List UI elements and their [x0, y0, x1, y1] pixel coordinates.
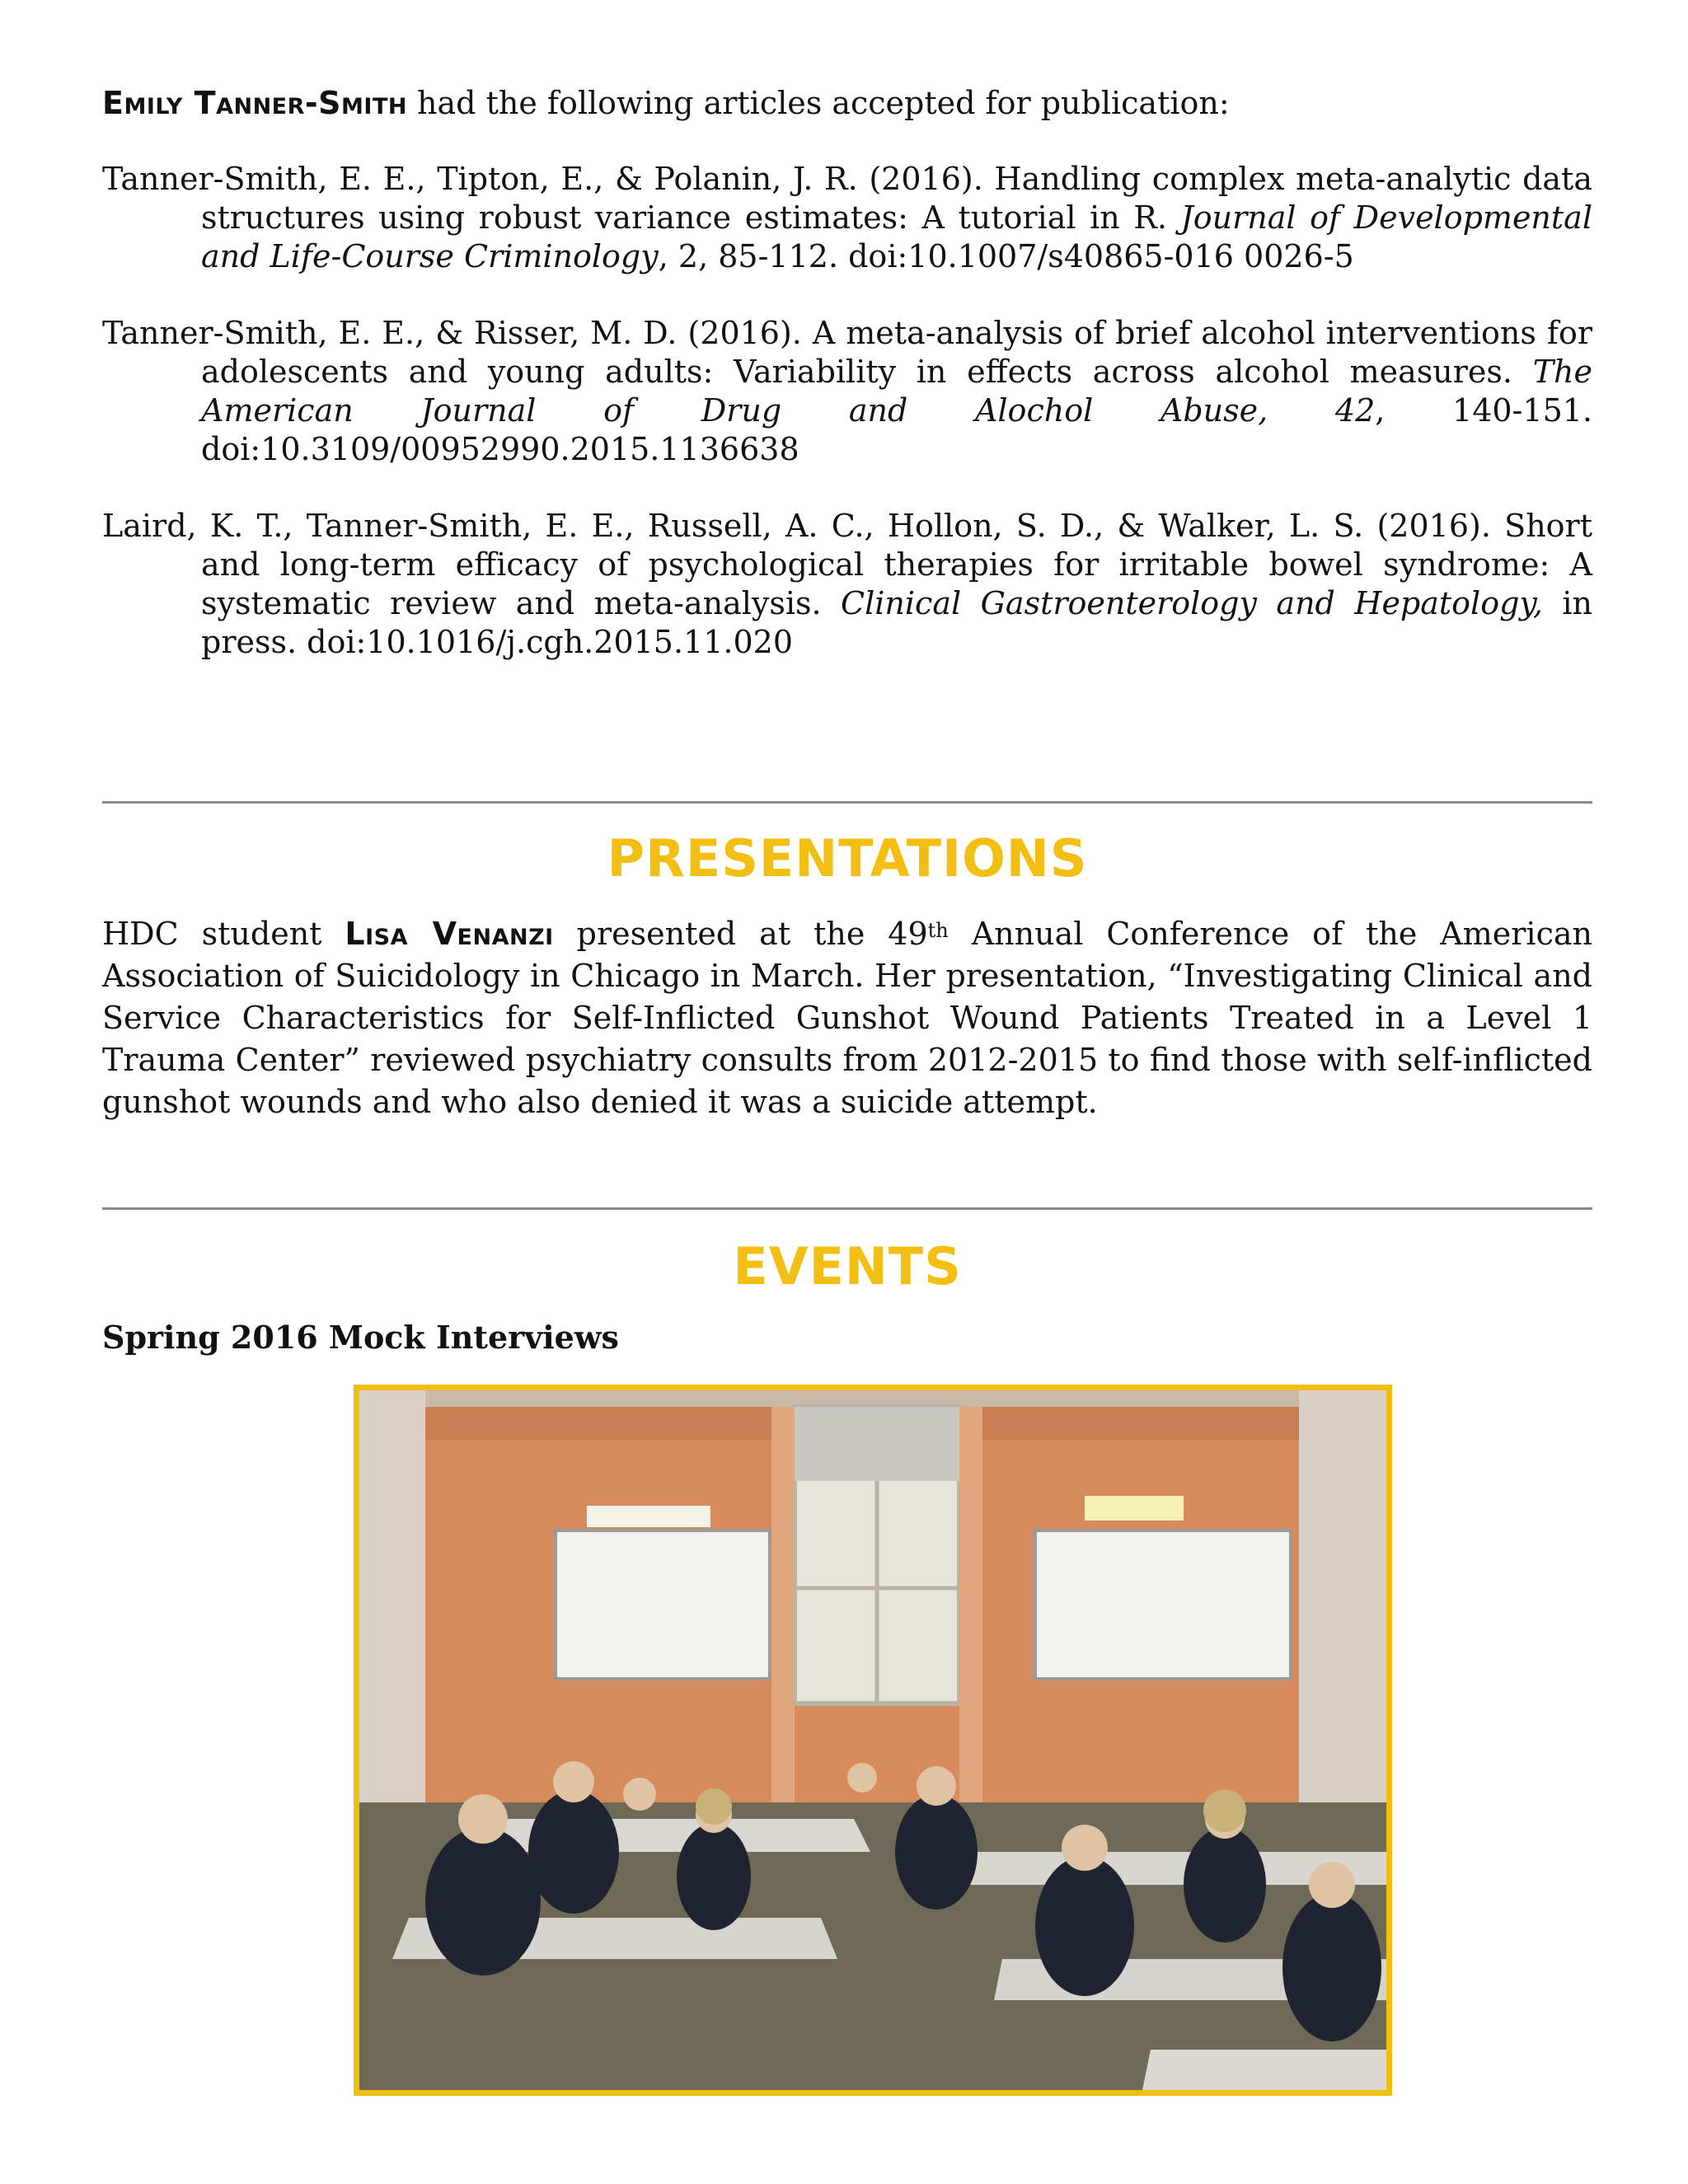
classroom-photo-illustration [359, 1390, 1386, 2090]
reference-details: in press. doi:10.1016/j.cgh.2015.11.020 [201, 585, 1592, 660]
presentation-text-end: Annual Conference of the American Association of Suicidology in Chicago in March. Her presentation, “Investigating Clinical and Service Characteristics for Self-Inflicted Gunshot Wound Patients Treated in a Level 1 Trauma Center” reviewed psychiatry consults from 2012-2015 to find those with self-inflicted gunshot wounds and who also denied it was a suicide attempt. [102, 916, 1592, 1120]
presentations-heading: PRESENTATIONS [607, 828, 1088, 888]
ordinal-suffix: th [927, 919, 949, 942]
presentation-text-mid: presented at the 49 [553, 916, 928, 952]
reference-details: , 140-151. doi:10.3109/00952990.2015.1136638 [201, 392, 1593, 467]
event-subheading: Spring 2016 Mock Interviews [102, 1319, 619, 1356]
section-divider [102, 801, 1592, 804]
mock-interviews-photo [354, 1385, 1392, 2096]
reference-item [102, 314, 1592, 469]
presentation-paragraph [102, 913, 1592, 1123]
author-name: Emily Tanner-Smith [102, 85, 407, 121]
reference-text: Tanner-Smith, E. E., & Risser, M. D. (2016). A meta-analysis of brief alcohol interventions for adolescents and young adults: Variability in effects across alcohol measures. [102, 315, 1592, 390]
newsletter-page [102, 82, 1593, 1356]
reference-details: , 2, 85-112. doi:10.1007/s40865-016 0026-5 [658, 238, 1354, 274]
events-heading: EVENTS [733, 1236, 962, 1296]
journal-title: The American Journal of Drug and Alochol Abuse, 42 [201, 354, 1592, 429]
student-name: Lisa Venanzi [345, 916, 554, 952]
reference-list [102, 160, 1592, 662]
reference-text: Laird, K. T., Tanner-Smith, E. E., Russell, A. C., Hollon, S. D., & Walker, L. S. (2016). Short and long-term efficacy of psychological therapies for irritable bowel syndrome: A systematic review and meta-analysis. [102, 508, 1592, 621]
journal-title: Journal of Developmental and Life-Course Criminology [201, 199, 1592, 274]
presentation-text-start: HDC student [102, 916, 345, 952]
publications-intro [102, 82, 1592, 124]
reference-item [102, 160, 1592, 276]
reference-item [102, 507, 1592, 662]
journal-title: Clinical Gastroenterology and Hepatology, [841, 585, 1543, 621]
reference-text: Tanner-Smith, E. E., Tipton, E., & Polanin, J. R. (2016). Handling complex meta-analytic data structures using robust variance estimates: A tutorial in R. [102, 161, 1592, 236]
intro-text: had the following articles accepted for publication: [406, 85, 1230, 121]
section-divider [102, 1207, 1592, 1210]
